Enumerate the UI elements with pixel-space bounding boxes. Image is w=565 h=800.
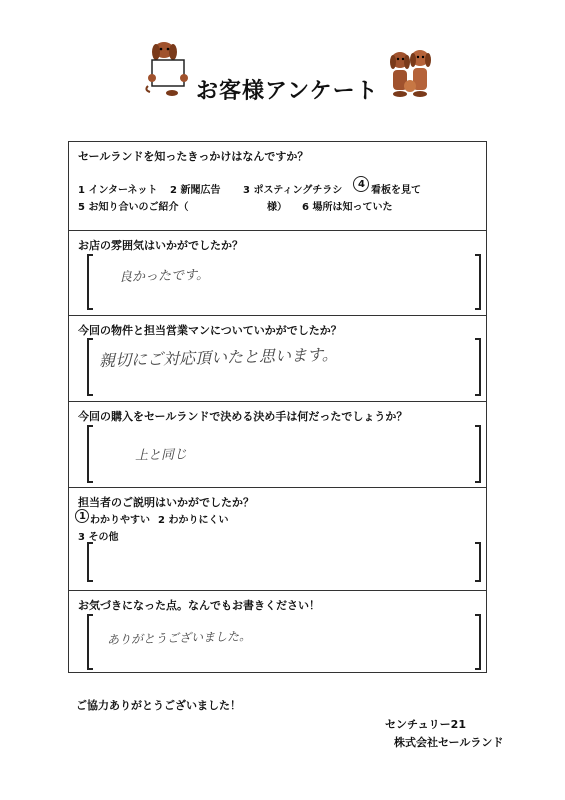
question-atmosphere [69,231,486,316]
question-source-label: セールランドを知ったきっかけはなんですか？ [78,150,309,163]
option-flyer: 3 ポスティングチラシ [243,185,343,196]
handwritten-answer-property-staff: 親切にご対応頂いたと思います。 [98,344,338,371]
dog-mascots-group-icon [384,46,436,100]
answer-bracket-right [475,338,481,396]
question-property-staff-label: 今回の物件と担当営業マンについていかがでしたか？ [78,324,342,337]
handwritten-answer-comments: ありがとうございました。 [106,629,252,647]
thank-you-message: ご協力ありがとうございました！ [76,699,241,712]
page-title: お客様アンケート [196,79,379,104]
question-comments-label: お気づきになった点。なんでもお書きください！ [78,599,320,612]
dog-mascot-sign-icon [142,38,194,98]
answer-bracket-right [475,425,481,483]
option-newspaper: 2 新聞広告 [170,185,221,196]
question-deciding-factor-label: 今回の購入をセールランドで決める決め手は何だったでしょうか？ [78,410,408,423]
option-referral: 5 お知り合いのご紹介（ [78,202,189,213]
answer-bracket-left [87,614,93,670]
question-comments [69,591,486,674]
handwritten-answer-deciding-factor: 上と同じ [134,447,188,464]
question-atmosphere-label: お店の雰囲気はいかがでしたか？ [78,239,243,252]
company-brand: センチュリー21 [385,718,466,731]
option-signboard-number: 4 [358,179,365,190]
option-knew-location: 6 場所は知っていた [302,202,393,213]
question-source [69,142,486,231]
answer-bracket-right [475,254,481,310]
option-referral-suffix: 様） [267,202,287,213]
answer-bracket-left [87,542,93,582]
question-deciding-factor [69,402,486,488]
answer-bracket-left [87,254,93,310]
answer-bracket-right [475,614,481,670]
answer-bracket-left [87,338,93,396]
question-property-staff [69,316,486,402]
option-easy-number: 1 [79,511,86,522]
option-signboard: 看板を見て [371,185,421,196]
option-other: 3 その他 [78,532,119,543]
question-explanation [69,488,486,591]
option-easy: わかりやすい [90,515,150,526]
option-internet: 1 インターネット [78,185,158,196]
company-name: 株式会社セールランド [394,736,504,749]
answer-bracket-left [87,425,93,483]
survey-form [68,141,487,673]
handwritten-answer-atmosphere: 良かったです。 [118,267,210,286]
option-hard: 2 わかりにくい [158,515,229,526]
answer-bracket-right [475,542,481,582]
question-explanation-label: 担当者のご説明はいかがでしたか？ [78,496,254,509]
